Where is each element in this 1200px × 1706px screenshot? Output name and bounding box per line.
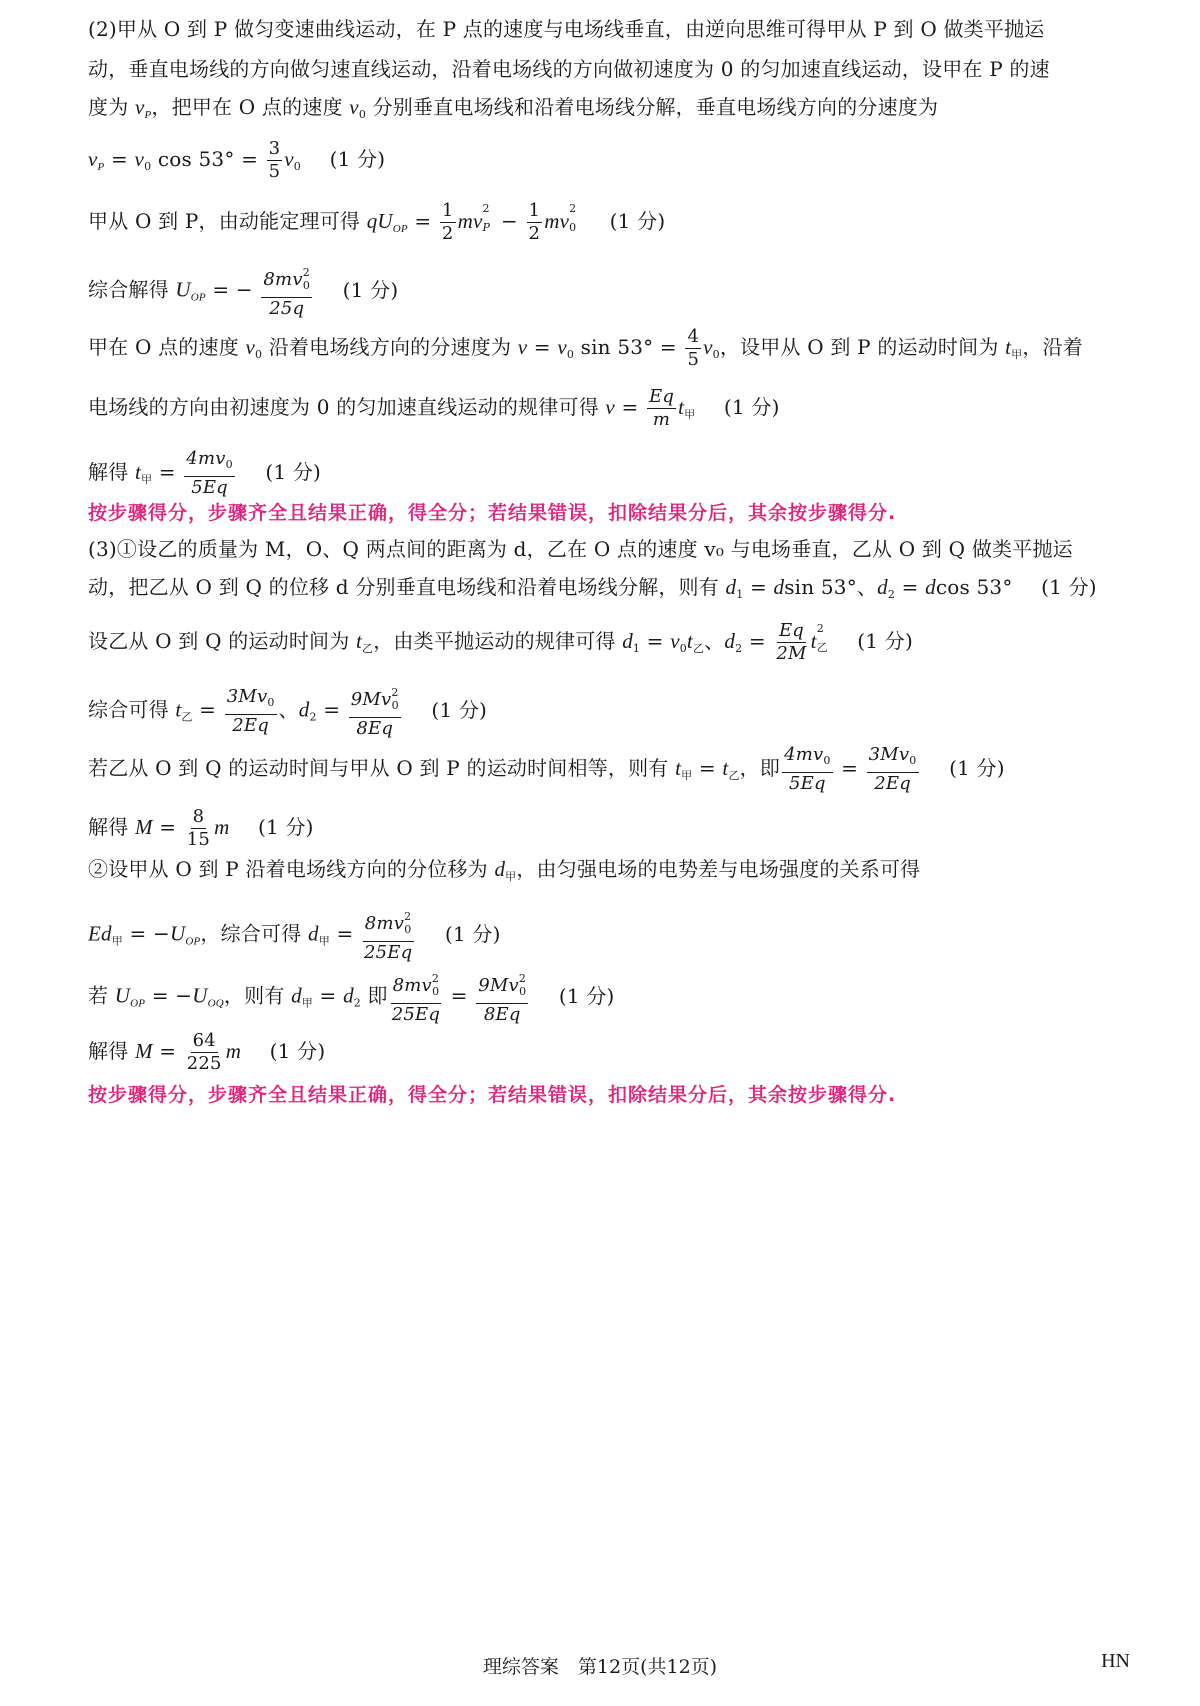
p2-line-7: 甲在 O 点的速度 $v_0$ 沿着电场线方向的分速度为 $v = v_0$ sin 53° = $\frac{4}{5}$ $v_0$，设甲从 O 到 P 的运动时间为 $t_甲$，沿着 xyxy=(88,326,1083,370)
p2-line-2: 动，垂直电场线的方向做匀速直线运动，沿着电场线的方向做初速度为 0 的匀加速直线运动，设甲在 P 的速 xyxy=(88,57,1050,81)
p2-line-1: (2)甲从 O 到 P 做匀变速曲线运动，在 P 点的速度与电场线垂直，由逆向思维可得甲从 P 到 O 做类平抛运 xyxy=(88,17,1045,41)
p3-line-7: ②设甲从 O 到 P 沿着电场线方向的分位移为 $d_甲$，由匀强电场的电势差与电场强度的关系可得 xyxy=(88,857,921,883)
eq-m-result-1: 解得 M = $\frac{8}{15}$ m (1 分) xyxy=(88,806,314,850)
eq-d-jia: $Ed_甲 = -U_{OP}$，综合可得 $d_甲$ = $\frac{8mv^2_0}{25Eq}$ (1 分) xyxy=(88,906,1160,964)
p3-line-2: 动，把乙从 O 到 Q 的位移 d 分别垂直电场线和沿着电场线分解，则有 $d_1 = dsin$ 53°、$d_2 = dcos$ 53° (1 分) xyxy=(88,575,1097,601)
eq-velocity-time: 电场线的方向由初速度为 0 的匀加速直线运动的规律可得 v = $\frac{Eq}{m}$ $t_甲$ (1 分) xyxy=(88,386,780,430)
eq-m-result-2: 解得 M = $\frac{64}{225}$ m (1 分) xyxy=(88,1030,326,1074)
p3-line-1: (3)①设乙的质量为 M，O、Q 两点间的距离为 d，乙在 O 点的速度 v₀ 与电场垂直，乙从 O 到 Q 做类平抛运 xyxy=(88,537,1073,561)
eq-uop: 综合解得 $U_{OP}$ = − $\frac{8mv^2_0}{25q}$ (1 分) xyxy=(88,262,1160,320)
page-footer: 理综答案 第12页(共12页) xyxy=(482,1656,718,1678)
eq-vp: $v_P = v_0$ cos 53° = $\frac{3}{5}$ $v_0$ (1 分) xyxy=(88,138,386,182)
region-code: HN xyxy=(1101,1650,1130,1672)
eq-equal-times: 若乙从 O 到 Q 的运动时间与甲从 O 到 P 的运动时间相等，则有 $t_甲 = t_乙$，即 $\frac{4mv_0}{5Eq}$ = $\frac{3Mv_0}{2Eq}$ (1 分) xyxy=(88,744,1005,794)
eq-uop-uoq: 若 $U_{OP} = -U_{OQ}$，则有 $d_甲 = d_2$ 即 $\frac{8mv^2_0}{25Eq}$ = $\frac{9Mv^2_0}{8Eq}$ (1 分) xyxy=(88,968,1160,1026)
eq-kinetic-energy: 甲从 O 到 P，由动能定理可得 $qU_{OP}$ = $\frac{1}{2}$ mv 2 P − $\frac{1}{2}$ mv 2 0 (1 分) xyxy=(88,200,666,244)
eq-t-jia: 解得 $t_甲$ = $\frac{4mv_0}{5Eq}$ (1 分) xyxy=(88,448,322,498)
scoring-note-1: 按步骤得分，步骤齐全且结果正确，得全分；若结果错误，扣除结果分后，其余按步骤得分. xyxy=(88,502,897,524)
p2-line-3: 度为 $v_P$，把甲在 O 点的速度 $v_0$ 分别垂直电场线和沿着电场线分解，垂直电场线方向的分速度为 xyxy=(88,95,939,121)
eq-t-yi-d2: 综合可得 $t_乙$ = $\frac{3Mv_0}{2Eq}$ 、$d_2$ = $\frac{9Mv^2_0}{8Eq}$ (1 分) xyxy=(88,682,1160,740)
eq-displacements: 设乙从 O 到 Q 的运动时间为 $t_乙$，由类平抛运动的规律可得 $d_1 = v_0t_乙$、$d_2$ = $\frac{Eq}{2M}$ t 2 乙 (1 分) xyxy=(88,620,913,664)
scoring-note-2: 按步骤得分，步骤齐全且结果正确，得全分；若结果错误，扣除结果分后，其余按步骤得分. xyxy=(88,1084,897,1106)
